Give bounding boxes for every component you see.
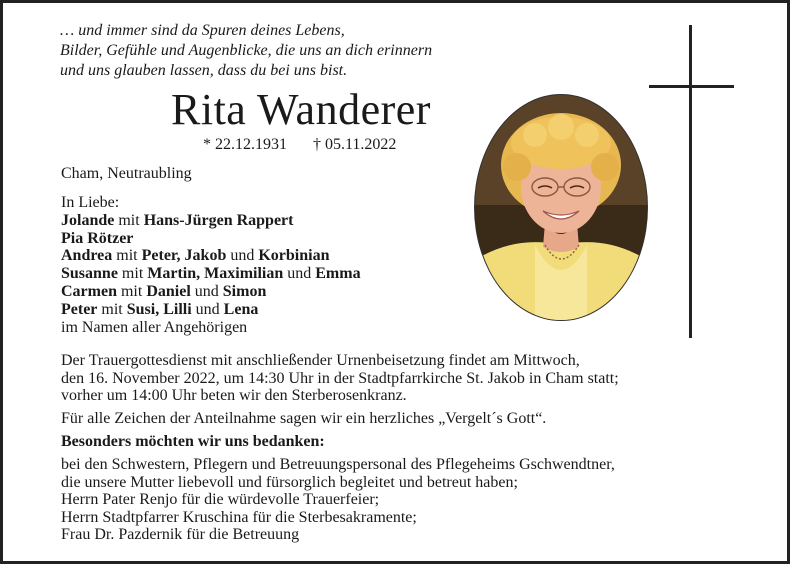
family-connector: und [190, 282, 223, 300]
portrait-photo [474, 94, 648, 321]
acknowledgement-line: Herrn Pater Renjo für die würdevolle Trauerfeier; [61, 491, 380, 509]
acknowledgement-line: Herrn Stadtpfarrer Kruschina für die Sterbesakramente; [61, 508, 417, 526]
family-member-line [61, 265, 361, 283]
residence: Cham, Neutraubling [61, 165, 192, 182]
family-member-line [61, 283, 361, 301]
birth-date: * 22.12.1931 [203, 136, 287, 153]
poem-line: und uns glauben lassen, dass du bei uns bist. [60, 62, 348, 79]
family-member-line [61, 301, 361, 319]
poem-line: … und immer sind da Spuren deines Lebens, [60, 22, 345, 39]
family-member-line [61, 247, 361, 265]
family-member-name: Jolande [61, 211, 115, 229]
family-member-line [61, 230, 361, 248]
cross-icon [689, 25, 692, 338]
family-member-name: Susi, Lilli [126, 300, 192, 318]
family-member-name: Hans-Jürgen Rappert [143, 211, 294, 229]
family-connector: mit [97, 300, 127, 318]
family-connector: mit [117, 265, 148, 283]
notice-body [61, 352, 750, 544]
deceased-name: Rita Wanderer [171, 85, 431, 134]
thanks-text: Für alle Zeichen der Anteilnahme sagen wir ein herzliches „Vergelt´s Gott“. [61, 409, 547, 427]
family-closing: im Namen aller Angehörigen [61, 318, 248, 336]
family-connector: mit [114, 211, 144, 229]
family-member-name: Andrea [61, 247, 113, 265]
acknowledgement-line: bei den Schwestern, Pflegern und Betreuungspersonal des Pflegeheims Gschwendtner, [61, 455, 615, 473]
acknowledgement-line: die unsere Mutter liebevoll und fürsorglich begleitet und betreut haben; [61, 473, 518, 491]
family-member-name: Lena [223, 300, 259, 318]
acknowledgements-heading: Besonders möchten wir uns bedanken: [61, 433, 325, 451]
family-member-line [61, 212, 361, 230]
family-members [61, 212, 361, 319]
portrait-illustration [475, 95, 647, 320]
family-member-name: Carmen [61, 282, 117, 300]
family-member-name: Martin, Maximilian [147, 265, 284, 283]
service-line: vorher um 14:00 Uhr beten wir den Sterberosenkranz. [61, 387, 407, 405]
family-intro: In Liebe: [61, 194, 120, 211]
family-list [61, 194, 361, 336]
family-member-name: Peter [61, 300, 98, 318]
family-connector: mit [116, 282, 147, 300]
family-member-name: Pia Rötzer [61, 229, 134, 247]
family-member-name: Korbinian [258, 247, 330, 265]
poem-line: Bilder, Gefühle und Augenblicke, die uns an dich erinnern [60, 42, 433, 59]
family-connector: und [191, 300, 224, 318]
memorial-poem [60, 21, 530, 81]
family-member-name: Daniel [146, 282, 191, 300]
acknowledgement-line: Frau Dr. Pazdernik für die Betreuung [61, 526, 300, 544]
family-member-name: Simon [222, 282, 267, 300]
family-member-name: Susanne [61, 265, 118, 283]
cross-icon-bar [649, 85, 734, 88]
family-connector: mit [112, 247, 142, 265]
family-member-name: Emma [315, 265, 361, 283]
service-line: den 16. November 2022, um 14:30 Uhr in der Stadtpfarrkirche St. Jakob in Cham statt; [61, 369, 619, 387]
life-dates [203, 136, 396, 154]
death-date: † 05.11.2022 [313, 136, 397, 153]
service-line: Der Trauergottesdienst mit anschließender Urnenbeisetzung findet am Mittwoch, [61, 352, 580, 369]
family-member-name: Peter, Jakob [141, 247, 227, 265]
family-connector: und [226, 247, 259, 265]
family-connector: und [283, 265, 316, 283]
